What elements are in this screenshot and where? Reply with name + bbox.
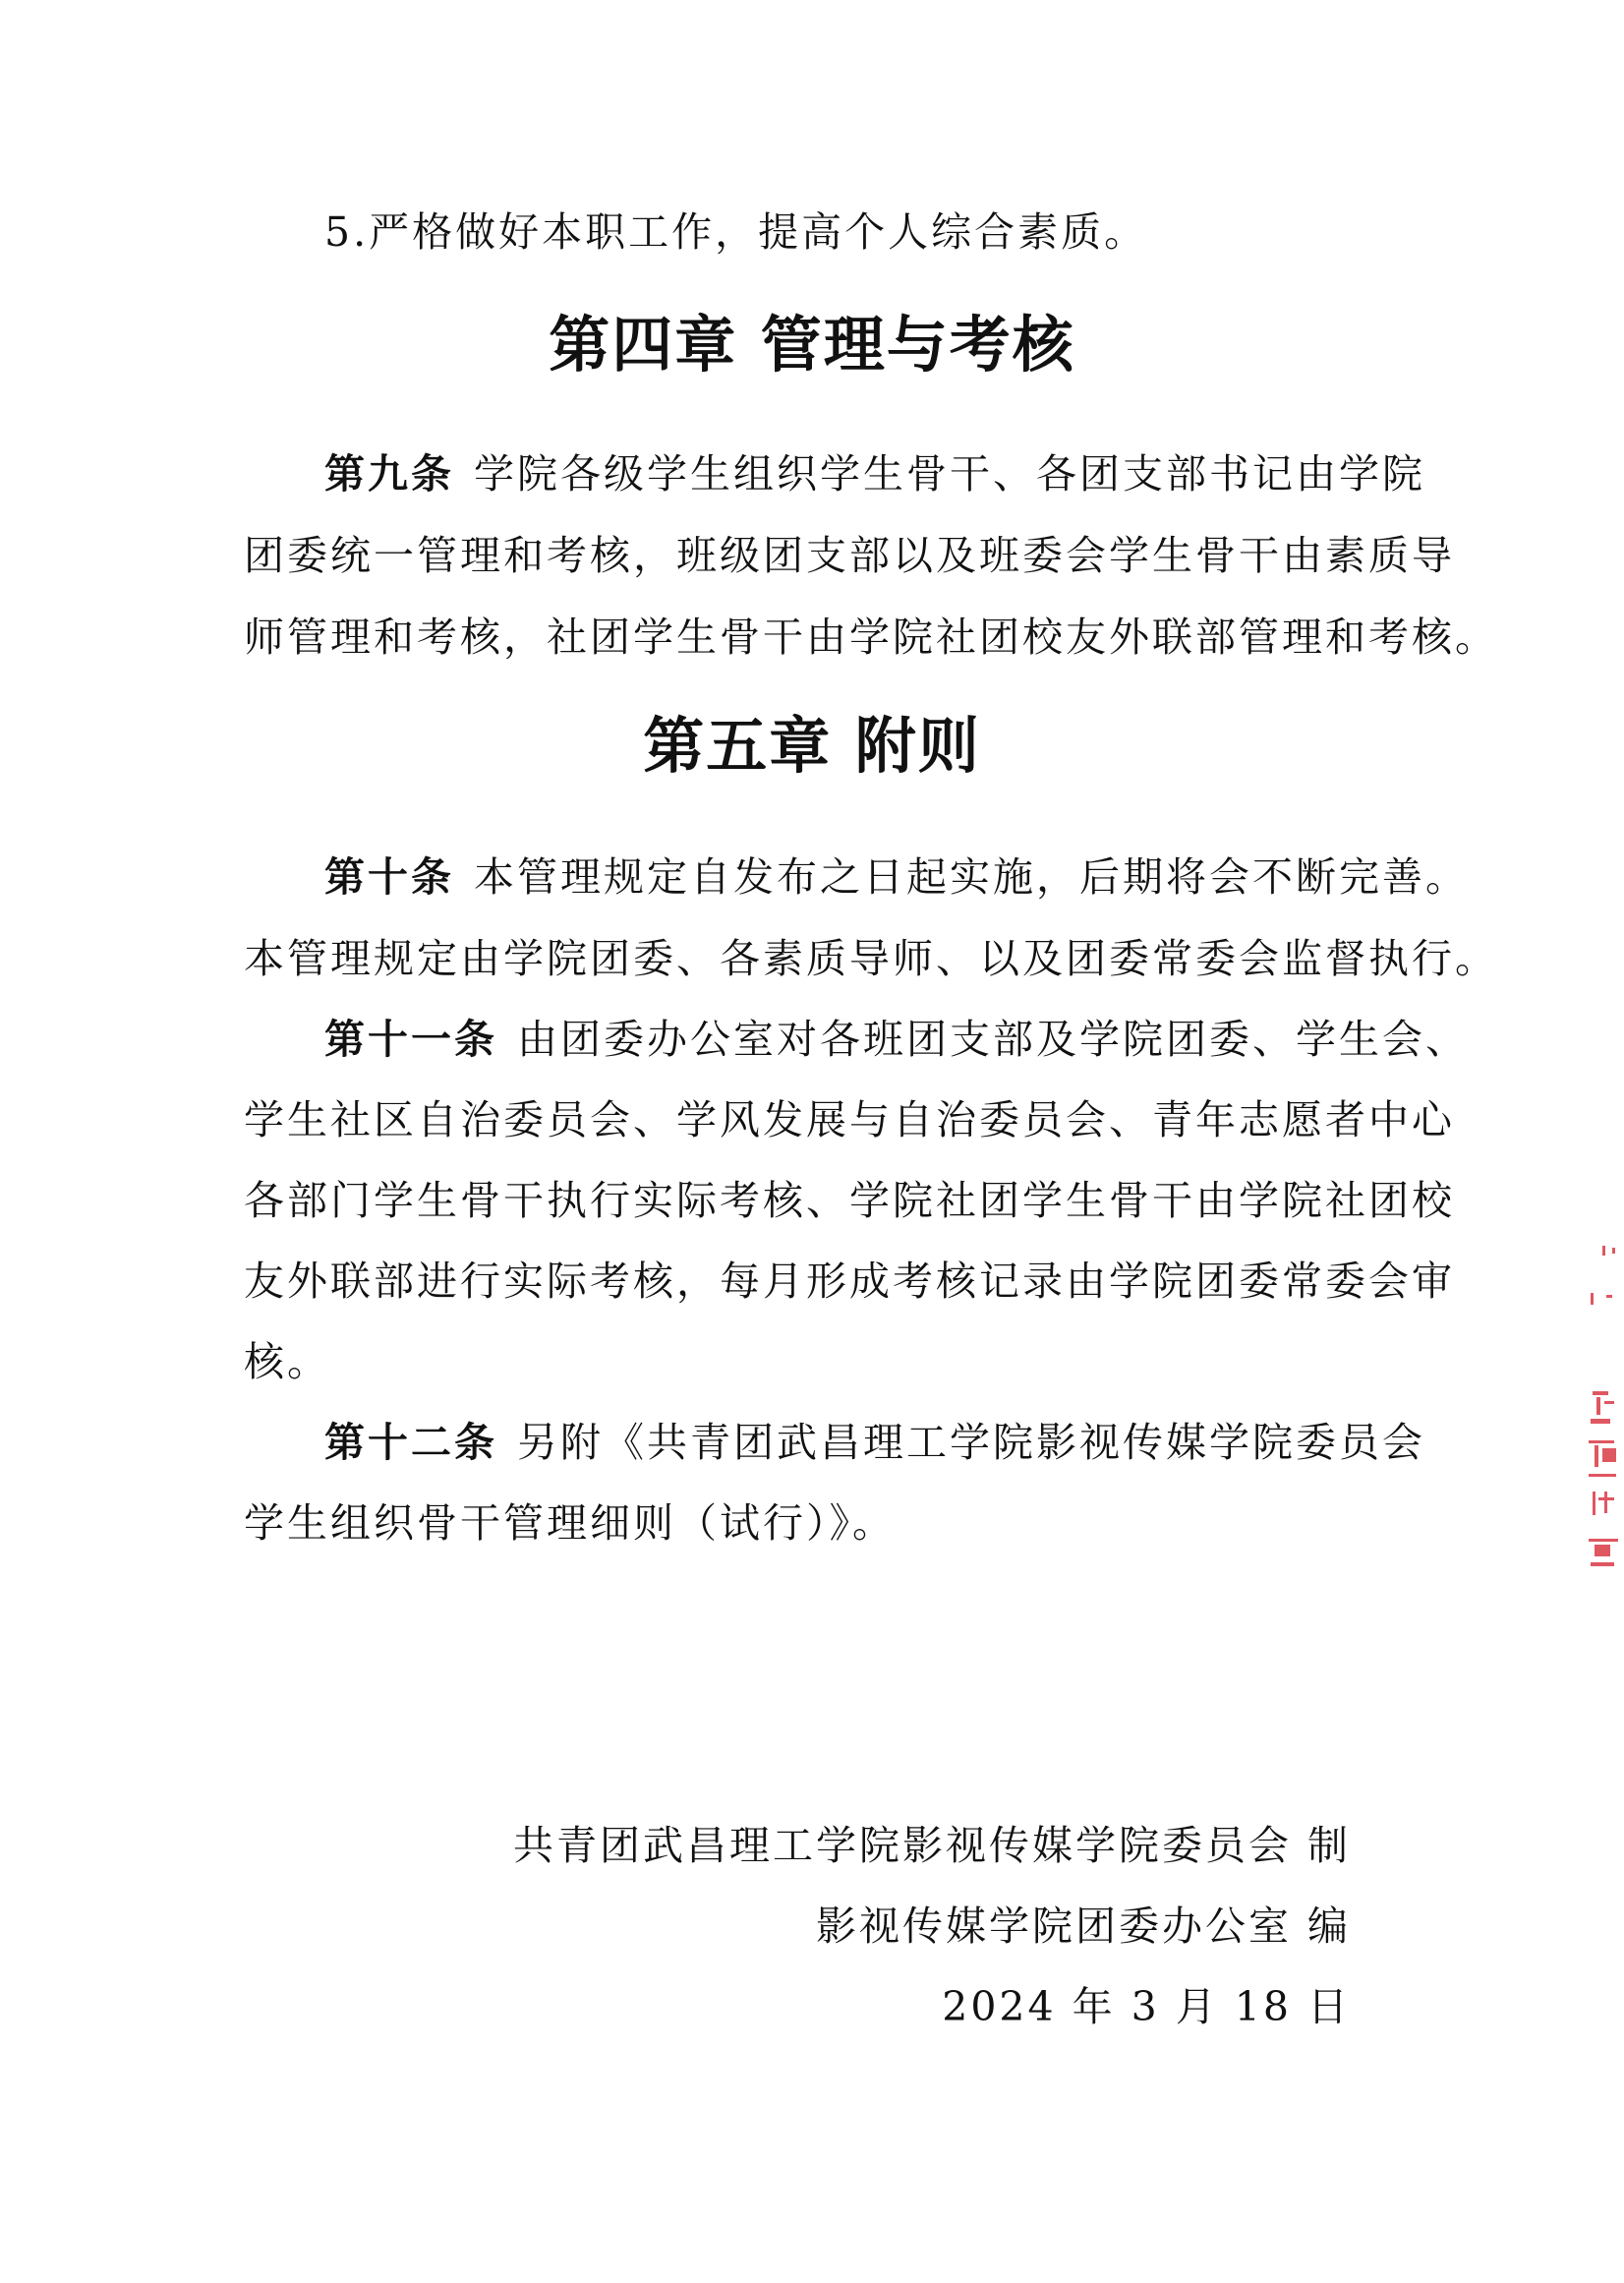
article-9-line-1	[324, 450, 1425, 498]
article-11-line-3: 各部门学生骨干执行实际考核、学院社团学生骨干由学院社团校	[244, 1177, 1455, 1224]
article-11-line-5: 核。	[244, 1338, 330, 1385]
article-12-text-1: 另附《共青团武昌理工学院影视传媒学院委员会	[517, 1419, 1425, 1466]
article-12-line-2: 学生组织骨干管理细则（试行）》。	[244, 1499, 896, 1547]
article-11-line-4: 友外联部进行实际考核，每月形成考核记录由学院团委常委会审	[244, 1258, 1455, 1305]
article-11-label: 第十一条	[324, 1016, 497, 1063]
item-5: 5.严格做好本职工作，提高个人综合素质。	[324, 208, 1148, 256]
article-10-line-1	[324, 853, 1469, 901]
issuer-signature: 共青团武昌理工学院影视传媒学院委员会 制	[512, 1822, 1351, 1869]
editor-signature: 影视传媒学院团委办公室 编	[815, 1902, 1351, 1950]
chapter-4-title: 第四章 管理与考核	[549, 309, 1075, 380]
seal-fragment-graphic	[1583, 1234, 1624, 1588]
article-12-line-1	[324, 1419, 1425, 1466]
article-9-line-2: 团委统一管理和考核，班级团支部以及班委会学生骨干由素质导	[244, 532, 1455, 579]
chapter-5-title: 第五章 附则	[643, 710, 981, 782]
article-10-line-2: 本管理规定由学院团委、各素质导师、以及团委常委会监督执行。	[244, 935, 1498, 982]
official-seal-stamp	[1583, 1234, 1624, 1588]
article-11-line-2: 学生社区自治委员会、学风发展与自治委员会、青年志愿者中心	[244, 1096, 1455, 1143]
article-9-label: 第九条	[324, 450, 454, 498]
article-10-label: 第十条	[324, 853, 454, 901]
article-11-text-1: 由团委办公室对各班团支部及学院团委、学生会、	[517, 1016, 1469, 1063]
article-9-text-1: 学院各级学生组织学生骨干、各团支部书记由学院	[474, 450, 1425, 498]
article-10-text-1: 本管理规定自发布之日起实施，后期将会不断完善。	[474, 853, 1469, 901]
article-11-line-1	[324, 1016, 1469, 1063]
issue-date: 2024 年 3 月 18 日	[942, 1983, 1351, 2030]
article-9-line-3: 师管理和考核，社团学生骨干由学院社团校友外联部管理和考核。	[244, 614, 1498, 661]
article-12-label: 第十二条	[324, 1419, 497, 1466]
